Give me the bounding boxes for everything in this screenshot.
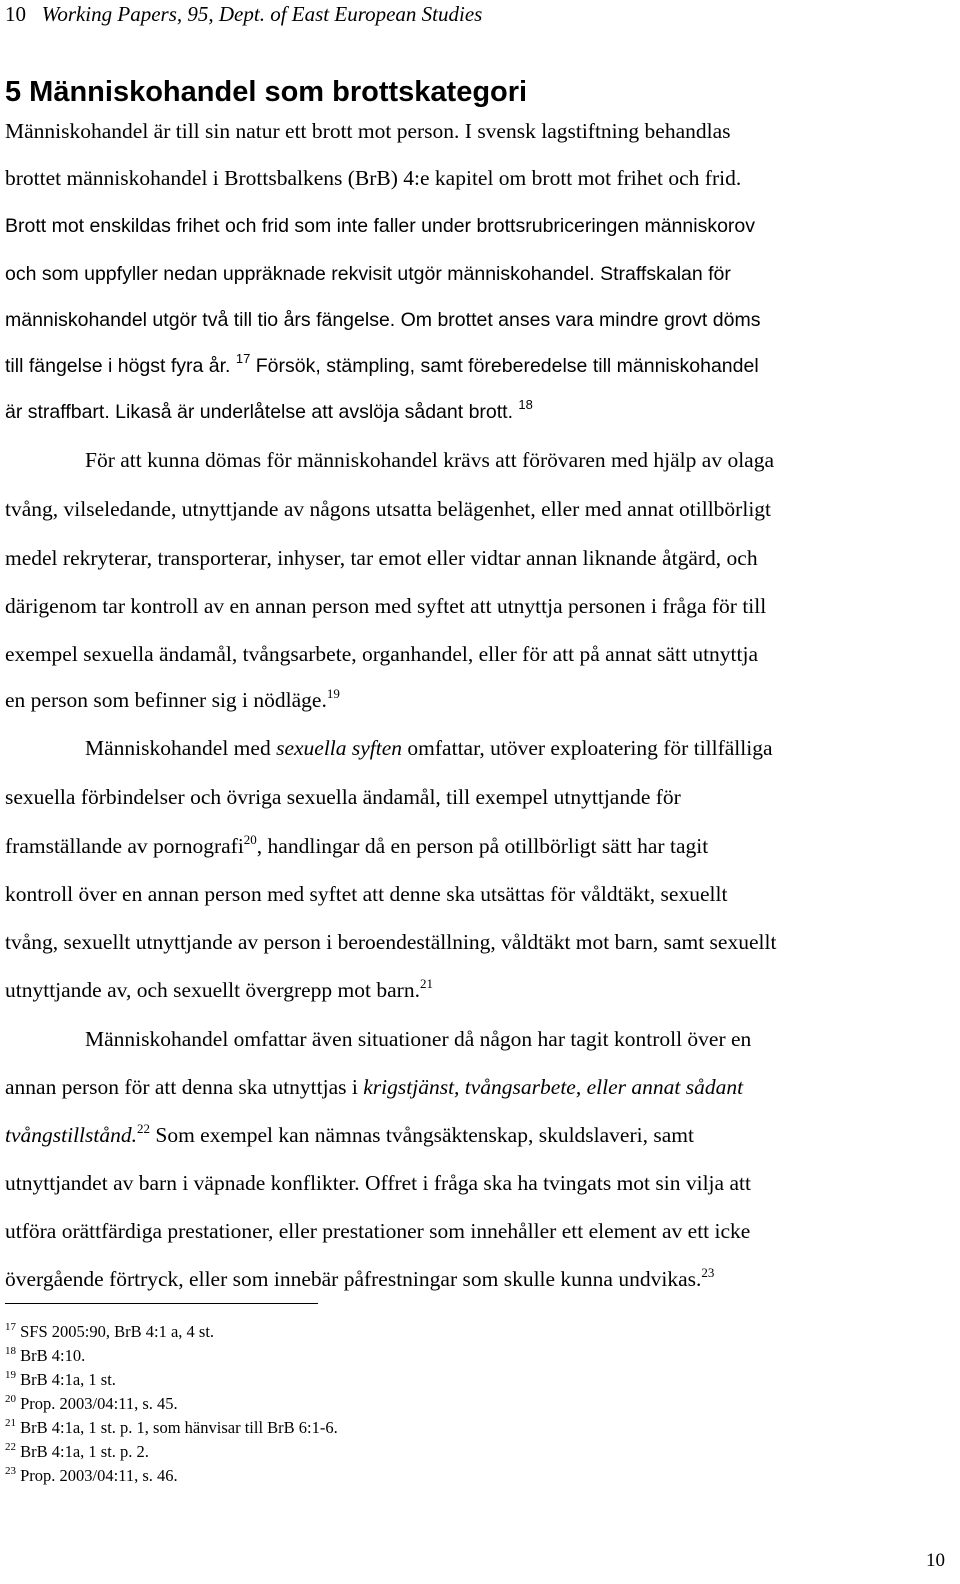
text-segment: omfattar, utöver exploatering för tillfälliga: [402, 736, 773, 760]
footnote-number: 18: [5, 1345, 16, 1357]
section-heading: 5 Människohandel som brottskategori: [5, 76, 528, 108]
text-line: [5, 1265, 714, 1293]
emphasis: krigstjänst, tvångsarbete, eller annat sådant: [363, 1075, 744, 1099]
text-line: [5, 1121, 694, 1149]
header-title: Working Papers, 95, Dept. of East European Studies: [41, 2, 483, 26]
text-line: [5, 832, 708, 860]
footnote-ref-23[interactable]: 23: [701, 1265, 715, 1280]
footnote-text: Prop. 2003/04:11, s. 46.: [20, 1466, 178, 1485]
footnote-number: 20: [5, 1393, 16, 1405]
text-line: [5, 1073, 743, 1101]
footnote-ref-18[interactable]: 18: [518, 397, 533, 412]
text-segment: framställande av pornografi: [5, 834, 244, 858]
footnote-text: BrB 4:10.: [20, 1346, 86, 1365]
running-header: [5, 0, 482, 28]
footnote-21: [5, 1418, 338, 1438]
text-segment: är straffbart. Likaså är underlåtelse att avslöja sådant brott.: [5, 401, 513, 423]
footnote-number: 23: [5, 1465, 16, 1477]
footnote-number: 19: [5, 1369, 16, 1381]
text-line: tvång, sexuellt utnyttjande av person i beroendeställning, våldtäkt mot barn, samt sexuellt: [5, 930, 777, 954]
footnote-text: BrB 4:1a, 1 st. p. 1, som hänvisar till BrB 6:1-6.: [20, 1418, 338, 1437]
text-line: [5, 398, 533, 426]
footnote-text: Prop. 2003/04:11, s. 45.: [20, 1394, 178, 1413]
text-line: därigenom tar kontroll av en annan person med syftet att utnyttja personen i fråga för till: [5, 594, 767, 618]
header-page-number: 10: [5, 2, 26, 26]
footnote-number: 22: [5, 1441, 16, 1453]
emphasis: sexuella syften: [276, 736, 403, 760]
text-line: [5, 686, 340, 714]
emphasis: tvångstillstånd.: [5, 1123, 137, 1147]
text-line: utnyttjandet av barn i väpnade konflikter. Offret i fråga ska ha tvingats mot sin vilja att: [5, 1171, 751, 1195]
text-segment: Som exempel kan nämnas tvångsäktenskap, skuldslaveri, samt: [150, 1123, 694, 1147]
footnote-ref-22[interactable]: 22: [137, 1121, 150, 1136]
footnote-number: 21: [5, 1417, 16, 1429]
footnote-17: [5, 1322, 214, 1342]
text-segment: annan person för att denna ska utnyttjas i: [5, 1075, 364, 1099]
footnote-ref-21[interactable]: 21: [419, 976, 433, 991]
footnote-divider: [5, 1303, 318, 1304]
text-line: kontroll över en annan person med syftet att denne ska utsättas för våldtäkt, sexuellt: [5, 882, 728, 906]
footnote-18: [5, 1346, 85, 1366]
text-line: Brott mot enskildas frihet och frid som inte faller under brottsrubriceringen människorov: [5, 215, 755, 237]
footnote-ref-19[interactable]: 19: [326, 686, 340, 701]
text-line: människohandel utgör två till tio års fängelse. Om brottet anses vara mindre grovt döms: [5, 309, 761, 331]
text-line: exempel sexuella ändamål, tvångsarbete, organhandel, eller för att på annat sätt utnyttja: [5, 642, 759, 666]
footer-page-number: 10: [926, 1550, 945, 1571]
text-line: tvång, vilseledande, utnyttjande av någons utsatta belägenhet, eller med annat otillbörligt: [5, 497, 772, 521]
text-line: [5, 352, 759, 380]
footnote-ref-20[interactable]: 20: [243, 832, 257, 847]
text-segment: utnyttjande av, och sexuellt övergrepp mot barn.: [5, 978, 420, 1002]
footnote-number: 17: [5, 1321, 16, 1333]
text-segment: övergående förtryck, eller som innebär påfrestningar som skulle kunna undvikas.: [5, 1267, 702, 1291]
text-line: och som uppfyller nedan uppräknade rekvisit utgör människohandel. Straffskalan för: [5, 263, 731, 285]
text-line: Människohandel omfattar även situationer då någon har tagit kontroll över en: [85, 1027, 752, 1051]
text-line: medel rekryterar, transporterar, inhyser, tar emot eller vidtar annan liknande åtgärd, och: [5, 546, 758, 570]
text-segment: en person som befinner sig i nödläge.: [5, 688, 327, 712]
text-segment: Försök, stämpling, samt föreberedelse till människohandel: [250, 355, 759, 377]
text-line: brottet människohandel i Brottsbalkens (BrB) 4:e kapitel om brott mot frihet och frid.: [5, 166, 742, 190]
text-segment: till fängelse i högst fyra år.: [5, 355, 231, 377]
text-line: [5, 976, 433, 1004]
footnote-22: [5, 1442, 149, 1462]
footnote-20: [5, 1394, 178, 1414]
text-line: utföra orättfärdiga prestationer, eller prestationer som innehåller ett element av ett icke: [5, 1219, 751, 1243]
text-segment: , handlingar då en person på otillbörligt sätt har tagit: [256, 834, 709, 858]
text-line: Människohandel är till sin natur ett brott mot person. I svensk lagstiftning behandlas: [5, 119, 731, 143]
text-segment: Människohandel med: [85, 736, 277, 760]
footnote-19: [5, 1370, 116, 1390]
text-line: För att kunna dömas för människohandel krävs att förövaren med hjälp av olaga: [85, 448, 774, 472]
footnote-text: SFS 2005:90, BrB 4:1 a, 4 st.: [20, 1322, 215, 1341]
footnote-text: BrB 4:1a, 1 st. p. 2.: [20, 1442, 149, 1461]
text-line: sexuella förbindelser och övriga sexuella ändamål, till exempel utnyttjande för: [5, 785, 681, 809]
text-line: [85, 734, 773, 762]
footnote-text: BrB 4:1a, 1 st.: [20, 1370, 116, 1389]
footnote-ref-17[interactable]: 17: [235, 351, 251, 366]
footnote-23: [5, 1466, 178, 1486]
